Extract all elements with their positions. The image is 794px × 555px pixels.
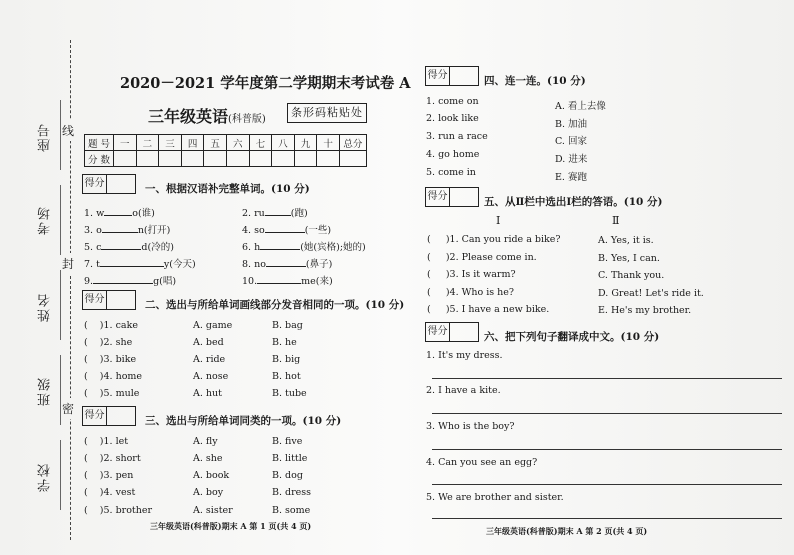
- s3-item[interactable]: ( )2. short: [84, 453, 141, 464]
- s1-item[interactable]: 6. h (她(宾格);她的): [242, 242, 366, 253]
- s2-item[interactable]: ( )1. cake: [84, 320, 138, 331]
- s5-left-item[interactable]: ( )1. Can you ride a bike?: [427, 234, 561, 245]
- s3-option-b: B. dog: [272, 470, 303, 481]
- binding-char-line: 线: [62, 120, 74, 141]
- score-box-s5[interactable]: 得分: [425, 187, 479, 207]
- s2-item[interactable]: ( )4. home: [84, 371, 143, 382]
- binding-line: [70, 40, 71, 540]
- name-field[interactable]: [60, 270, 61, 340]
- score-input-cell[interactable]: [226, 151, 249, 167]
- section5-title: 五、从Ⅱ栏中选出Ⅰ栏的答语。(10 分): [484, 196, 663, 208]
- exam-room-label: 考场: [38, 205, 53, 235]
- s5-right-item: A. Yes, it is.: [598, 235, 654, 246]
- edition-label: (科普版): [228, 114, 266, 125]
- column-1-header: Ⅰ: [496, 214, 501, 227]
- score-input-cell[interactable]: [159, 151, 182, 167]
- section2-title: 二、选出与所给单词画线部分发音相同的一项。(10 分): [145, 299, 405, 311]
- s2-option-b: B. tube: [272, 388, 307, 399]
- s6-sentence: 2. I have a kite.: [426, 385, 501, 396]
- footer-page-2: 三年级英语(科普版)期末 A 第 2 页(共 4 页): [486, 526, 648, 536]
- score-table-cell: 六: [226, 135, 249, 151]
- s6-sentence: 5. We are brother and sister.: [426, 492, 564, 503]
- s1-item[interactable]: 5. c d(冷的): [84, 242, 174, 253]
- score-table-cell: 分 数: [85, 151, 114, 167]
- score-table: [84, 134, 367, 167]
- s5-right-item: C. Thank you.: [598, 270, 665, 281]
- score-table-cell: 七: [249, 135, 272, 151]
- s4-right-item[interactable]: C. 回家: [555, 136, 587, 147]
- s2-option-b: B. he: [272, 337, 297, 348]
- s6-answer-line[interactable]: [432, 378, 782, 379]
- binding-char-seal: 封: [62, 253, 74, 274]
- footer-page-1: 三年级英语(科普版)期末 A 第 1 页(共 4 页): [150, 521, 312, 531]
- s3-option-a: A. fly: [193, 436, 218, 447]
- school-field[interactable]: [60, 440, 61, 510]
- s3-option-b: B. five: [272, 436, 303, 447]
- s2-option-a: A. game: [193, 320, 233, 331]
- section3-title: 三、选出与所给单词同类的一项。(10 分): [145, 415, 342, 427]
- score-table-cell: 总分: [339, 135, 366, 151]
- s1-item[interactable]: 9. g(唱): [84, 276, 177, 287]
- s2-option-a: A. nose: [193, 371, 229, 382]
- s2-option-b: B. big: [272, 354, 301, 365]
- score-box-s4[interactable]: 得分: [425, 66, 479, 86]
- s1-item[interactable]: 4. so (一些): [242, 225, 332, 236]
- seat-number-field[interactable]: [60, 100, 61, 170]
- class-field[interactable]: [60, 355, 61, 425]
- s3-item[interactable]: ( )4. vest: [84, 487, 136, 498]
- s5-right-item: D. Great! Let's ride it.: [598, 288, 704, 299]
- s3-option-a: A. boy: [193, 487, 224, 498]
- subject-title: 三年级英语(科普版): [148, 107, 266, 126]
- s3-option-b: B. little: [272, 453, 308, 464]
- exam-title: 2020－2021 学年度第二学期期末考试卷 A: [120, 75, 411, 92]
- s2-option-b: B. bag: [272, 320, 303, 331]
- score-table-cell: 三: [159, 135, 182, 151]
- s1-item[interactable]: 8. no (鼻子): [242, 259, 333, 270]
- score-table-cell: 五: [204, 135, 227, 151]
- school-label: 学校: [38, 462, 53, 492]
- score-input-cell[interactable]: [339, 151, 366, 167]
- s2-option-a: A. ride: [193, 354, 226, 365]
- s1-item[interactable]: 2. ru (跑): [242, 208, 308, 219]
- s4-right-item[interactable]: B. 加油: [555, 119, 588, 130]
- score-box-s2[interactable]: 得分: [82, 290, 136, 310]
- s6-sentence: 1. It's my dress.: [426, 350, 503, 361]
- score-box-s6[interactable]: 得分: [425, 322, 479, 342]
- s4-right-item[interactable]: A. 看上去像: [555, 101, 606, 112]
- score-box-s1[interactable]: 得分: [82, 174, 136, 194]
- score-input-cell[interactable]: [249, 151, 272, 167]
- s4-right-item[interactable]: D. 进来: [555, 154, 588, 165]
- score-input-cell[interactable]: [272, 151, 295, 167]
- score-table-header-row: [85, 135, 367, 151]
- s3-option-a: A. sister: [193, 505, 233, 516]
- s3-option-a: A. she: [193, 453, 223, 464]
- s3-option-b: B. dress: [272, 487, 312, 498]
- score-table-cell: 一: [114, 135, 137, 151]
- score-table-cell: 二: [136, 135, 159, 151]
- exam-room-field[interactable]: [60, 185, 61, 255]
- s4-left-item[interactable]: 2. look like: [426, 113, 479, 124]
- s6-answer-line[interactable]: [432, 518, 782, 519]
- s6-answer-line[interactable]: [432, 484, 782, 485]
- section1-title: 一、根据汉语补完整单词。(10 分): [145, 183, 310, 195]
- score-input-cell[interactable]: [294, 151, 317, 167]
- score-input-cell[interactable]: [204, 151, 227, 167]
- section4-title: 四、连一连。(10 分): [484, 75, 586, 87]
- score-table-cell: 八: [272, 135, 295, 151]
- score-table-cell: 十: [317, 135, 340, 151]
- s5-right-item: E. He's my brother.: [598, 305, 692, 316]
- score-box-s3[interactable]: 得分: [82, 406, 136, 426]
- score-input-cell[interactable]: [181, 151, 204, 167]
- score-table-cell: 四: [181, 135, 204, 151]
- s5-right-item: B. Yes, I can.: [598, 253, 660, 264]
- s4-left-item[interactable]: 1. come on: [426, 96, 479, 107]
- s2-item[interactable]: ( )3. bike: [84, 354, 137, 365]
- score-table-cell: 九: [294, 135, 317, 151]
- s6-answer-line[interactable]: [432, 413, 782, 414]
- s4-left-item[interactable]: 4. go home: [426, 149, 480, 160]
- s5-left-item[interactable]: ( )3. Is it warm?: [427, 269, 516, 280]
- s1-item[interactable]: 1. w o(谁): [84, 208, 155, 219]
- binding-char-secret: 密: [62, 398, 74, 419]
- s4-right-item[interactable]: E. 赛跑: [555, 172, 587, 183]
- score-table-score-row: [85, 151, 367, 167]
- score-table-cell: 题 号: [85, 135, 114, 151]
- s2-option-b: B. hot: [272, 371, 301, 382]
- s5-left-item[interactable]: ( )2. Please come in.: [427, 252, 537, 263]
- s2-item[interactable]: ( )5. mule: [84, 388, 140, 399]
- score-input-cell[interactable]: [136, 151, 159, 167]
- column-2-header: Ⅱ: [612, 214, 620, 227]
- s2-option-a: A. bed: [193, 337, 224, 348]
- s6-sentence: 4. Can you see an egg?: [426, 457, 538, 468]
- s4-left-item[interactable]: 5. come in: [426, 167, 476, 178]
- section6-title: 六、把下列句子翻译成中文。(10 分): [484, 331, 660, 343]
- s3-item[interactable]: ( )3. pen: [84, 470, 134, 481]
- score-input-cell[interactable]: [317, 151, 340, 167]
- s3-option-a: A. book: [193, 470, 230, 481]
- s1-item[interactable]: 7. t y(今天): [84, 259, 196, 270]
- s6-sentence: 3. Who is the boy?: [426, 421, 515, 432]
- s4-left-item[interactable]: 3. run a race: [426, 131, 488, 142]
- s1-item[interactable]: 10. me(来): [242, 276, 333, 287]
- seat-number-label: 座号: [38, 122, 53, 152]
- s2-option-a: A. hut: [193, 388, 222, 399]
- s1-item[interactable]: 3. o n(打开): [84, 225, 171, 236]
- score-input-cell[interactable]: [114, 151, 137, 167]
- s2-item[interactable]: ( )2. she: [84, 337, 133, 348]
- s5-left-item[interactable]: ( )4. Who is he?: [427, 287, 514, 298]
- s3-option-b: B. some: [272, 505, 311, 516]
- s3-item[interactable]: ( )1. let: [84, 436, 129, 447]
- s6-answer-line[interactable]: [432, 449, 782, 450]
- s5-left-item[interactable]: ( )5. I have a new bike.: [427, 304, 550, 315]
- barcode-area: 条形码粘贴处: [287, 103, 367, 123]
- name-label: 姓名: [38, 292, 53, 322]
- class-label: 班级: [38, 376, 53, 406]
- s3-item[interactable]: ( )5. brother: [84, 505, 153, 516]
